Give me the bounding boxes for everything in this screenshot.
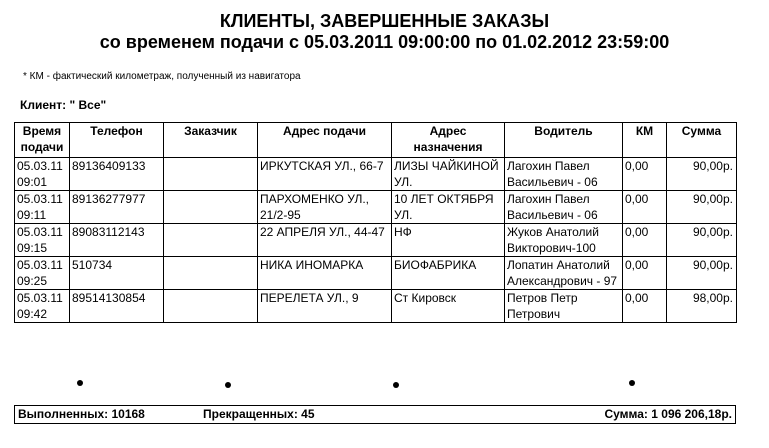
- cell-time: 05.03.11 09:25: [15, 257, 70, 290]
- cell-time: 05.03.11 09:11: [15, 191, 70, 224]
- col-header-customer: Заказчик: [164, 123, 258, 158]
- col-header-destination: Адрес назначения: [392, 123, 505, 158]
- cell-driver: Лопатин Анатолий Александрович - 97: [505, 257, 623, 290]
- cell-pickup: ПАРХОМЕНКО УЛ., 21/2-95: [258, 191, 392, 224]
- col-header-pickup: Адрес подачи: [258, 123, 392, 158]
- cell-phone: 89083112143: [70, 224, 164, 257]
- cell-sum: 90,00р.: [667, 191, 737, 224]
- punch-hole-dot: [629, 380, 635, 386]
- cell-pickup: 22 АПРЕЛЯ УЛ., 44-47: [258, 224, 392, 257]
- orders-table: [14, 122, 737, 323]
- cell-customer: [164, 224, 258, 257]
- cell-destination: НФ: [392, 224, 505, 257]
- cell-time: 05.03.11 09:15: [15, 224, 70, 257]
- table-header-row: [15, 123, 737, 158]
- cell-driver: Жуков Анатолий Викторович-100: [505, 224, 623, 257]
- report-title: КЛИЕНТЫ, ЗАВЕРШЕННЫЕ ЗАКАЗЫ: [219, 11, 550, 31]
- stopped-count: Прекращенных: 45: [203, 407, 315, 421]
- table-row: [15, 224, 737, 257]
- cell-pickup: НИКА ИНОМАРКА: [258, 257, 392, 290]
- table-row: [15, 290, 737, 323]
- cell-customer: [164, 290, 258, 323]
- cell-destination: Ст Кировск: [392, 290, 505, 323]
- cell-destination: ЛИЗЫ ЧАЙКИНОЙ УЛ.: [392, 158, 505, 191]
- table-row: [15, 257, 737, 290]
- cell-pickup: ИРКУТСКАЯ УЛ., 66-7: [258, 158, 392, 191]
- cell-time: 05.03.11 09:42: [15, 290, 70, 323]
- cell-phone: 510734: [70, 257, 164, 290]
- table-row: [15, 191, 737, 224]
- col-header-sum: Сумма: [667, 123, 737, 158]
- cell-destination: БИОФАБРИКА: [392, 257, 505, 290]
- completed-count: Выполненных: 10168: [18, 407, 145, 421]
- cell-pickup: ПЕРЕЛЕТА УЛ., 9: [258, 290, 392, 323]
- cell-sum: 98,00р.: [667, 290, 737, 323]
- col-header-phone: Телефон: [70, 123, 164, 158]
- col-header-driver: Водитель: [505, 123, 623, 158]
- cell-driver: Лагохин Павел Васильевич - 06: [505, 158, 623, 191]
- cell-km: 0,00: [623, 158, 667, 191]
- col-header-time: Время подачи: [15, 123, 70, 158]
- cell-phone: 89514130854: [70, 290, 164, 323]
- cell-phone: 89136409133: [70, 158, 164, 191]
- cell-km: 0,00: [623, 224, 667, 257]
- cell-customer: [164, 191, 258, 224]
- cell-customer: [164, 158, 258, 191]
- cell-sum: 90,00р.: [667, 257, 737, 290]
- cell-time: 05.03.11 09:01: [15, 158, 70, 191]
- cell-sum: 90,00р.: [667, 224, 737, 257]
- punch-hole-dot: [393, 382, 399, 388]
- cell-km: 0,00: [623, 191, 667, 224]
- total-sum: Сумма: 1 096 206,18р.: [604, 407, 732, 421]
- cell-sum: 90,00р.: [667, 158, 737, 191]
- cell-km: 0,00: [623, 257, 667, 290]
- cell-driver: Лагохин Павел Васильевич - 06: [505, 191, 623, 224]
- km-note: * КМ - фактический километраж, полученный из навигатора: [23, 71, 301, 82]
- cell-destination: 10 ЛЕТ ОКТЯБРЯ УЛ.: [392, 191, 505, 224]
- col-header-km: КМ: [623, 123, 667, 158]
- table-row: [15, 158, 737, 191]
- report-subtitle: со временем подачи с 05.03.2011 09:00:00 по 01.02.2012 23:59:00: [99, 32, 670, 52]
- summary-footer: [14, 405, 736, 424]
- cell-phone: 89136277977: [70, 191, 164, 224]
- punch-hole-dot: [225, 382, 231, 388]
- punch-hole-dot: [77, 380, 83, 386]
- cell-driver: Петров Петр Петрович: [505, 290, 623, 323]
- cell-km: 0,00: [623, 290, 667, 323]
- cell-customer: [164, 257, 258, 290]
- client-filter: Клиент: " Все": [20, 98, 107, 112]
